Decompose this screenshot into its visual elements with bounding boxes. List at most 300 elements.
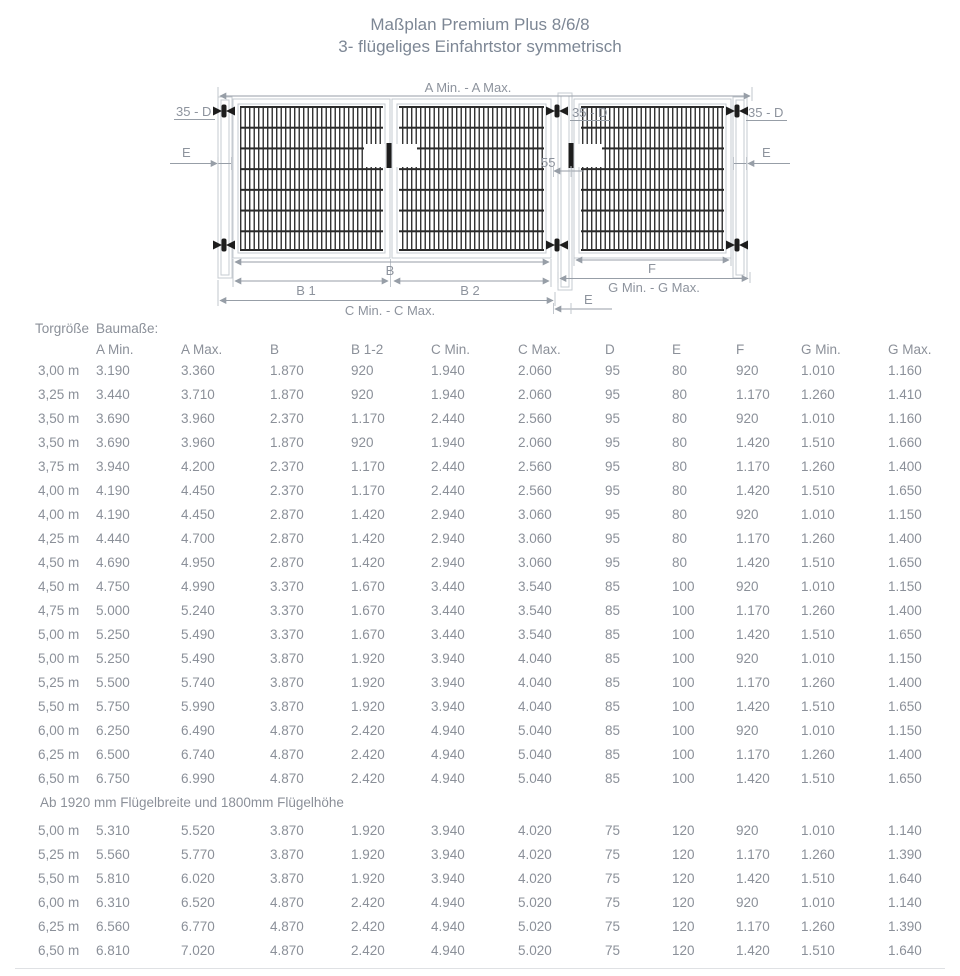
dimension-value-cell: 6.990 [181, 771, 215, 786]
col-header-g-min: G Min. [801, 342, 841, 357]
hinge-marker-right-top [726, 105, 748, 118]
table-row [35, 819, 960, 843]
dimension-value-cell: 1.420 [736, 627, 770, 642]
dimension-value-cell: 920 [351, 387, 374, 402]
table-row [35, 623, 960, 647]
hinge-marker-middle-top [546, 105, 568, 118]
dimension-value-cell: 1.510 [801, 435, 835, 450]
dimension-value-cell: 3.370 [270, 603, 304, 618]
dimension-value-cell: 4.870 [270, 919, 304, 934]
dimension-value-cell: 95 [605, 435, 621, 450]
col-header-c-max: C Max. [518, 342, 561, 357]
dimension-value-cell: 100 [672, 579, 695, 594]
dimension-value-cell: 5.770 [181, 847, 215, 862]
gate-size-cell: 6,00 m [38, 895, 80, 910]
dimension-value-cell: 1.160 [888, 411, 922, 426]
dimension-value-cell: 95 [605, 387, 621, 402]
gate-leaf-middle [392, 99, 551, 258]
gate-size-cell: 6,25 m [38, 919, 80, 934]
dimension-value-cell: 3.540 [518, 603, 552, 618]
col-header-c-min: C Min. [431, 342, 471, 357]
dimension-e-right [733, 145, 790, 170]
dimension-value-cell: 2.420 [351, 895, 385, 910]
dimension-value-cell: 4.940 [431, 919, 465, 934]
col-header-a-min: A Min. [96, 342, 134, 357]
table-row [35, 647, 960, 671]
gate-size-cell: 3,75 m [38, 459, 80, 474]
dimension-value-cell: 100 [672, 723, 695, 738]
dimension-value-cell: 1.870 [270, 387, 304, 402]
dimension-value-cell: 2.420 [351, 943, 385, 958]
dimension-value-cell: 85 [605, 675, 621, 690]
dimension-value-cell: 1.010 [801, 823, 835, 838]
dimension-value-cell: 1.010 [801, 895, 835, 910]
lock-bar-center [387, 143, 392, 168]
dimension-value-cell: 3.440 [431, 627, 465, 642]
dimension-value-cell: 5.310 [96, 823, 130, 838]
dimension-value-cell: 1.640 [888, 943, 922, 958]
middle-post [558, 93, 572, 290]
b-dimension-label: B [385, 263, 395, 278]
dimension-value-cell: 3.940 [431, 871, 465, 886]
dimension-value-cell: 3.440 [96, 387, 130, 402]
dimension-value-cell: 1.510 [801, 627, 835, 642]
lock-gap-left [364, 144, 385, 167]
dimension-value-cell: 75 [605, 847, 621, 862]
dimension-value-cell: 1.170 [736, 531, 770, 546]
gate-size-cell: 4,50 m [38, 579, 80, 594]
dimension-value-cell: 1.410 [888, 387, 922, 402]
col-header-f: F [736, 342, 745, 357]
dimension-value-cell: 5.020 [518, 943, 552, 958]
dimension-value-cell: 1.920 [351, 651, 385, 666]
dimension-value-cell: 1.510 [801, 771, 835, 786]
hinge-offset-left-label: 35 - D [176, 104, 212, 119]
dimension-value-cell: 4.870 [270, 895, 304, 910]
dimension-value-cell: 3.540 [518, 579, 552, 594]
table-section-2 [35, 819, 960, 963]
dimension-value-cell: 3.870 [270, 823, 304, 838]
dimension-value-cell: 3.960 [181, 411, 215, 426]
dimension-value-cell: 5.520 [181, 823, 215, 838]
dimension-value-cell: 1.920 [351, 675, 385, 690]
dimension-value-cell: 1.420 [351, 507, 385, 522]
dimension-value-cell: 6.810 [96, 943, 130, 958]
dimension-value-cell: 2.560 [518, 459, 552, 474]
dimension-value-cell: 1.420 [736, 871, 770, 886]
dimension-35d-left [174, 104, 215, 120]
table-section-1 [35, 359, 960, 791]
dimension-value-cell: 120 [672, 847, 695, 862]
dimension-value-cell: 4.450 [181, 507, 215, 522]
dimension-value-cell: 1.150 [888, 651, 922, 666]
dimension-value-cell: 5.250 [96, 651, 130, 666]
table-row [35, 575, 960, 599]
dimension-value-cell: 2.370 [270, 411, 304, 426]
dimension-value-cell: 3.540 [518, 627, 552, 642]
b2-dimension-label: B 2 [460, 283, 480, 298]
dimension-value-cell: 2.440 [431, 483, 465, 498]
dimension-value-cell: 85 [605, 723, 621, 738]
table-row [35, 915, 960, 939]
dimension-value-cell: 4.870 [270, 723, 304, 738]
dimension-value-cell: 95 [605, 459, 621, 474]
gate-leaf-left [233, 99, 390, 258]
dimension-value-cell: 4.020 [518, 871, 552, 886]
dimension-value-cell: 2.370 [270, 483, 304, 498]
dimension-value-cell: 5.990 [181, 699, 215, 714]
dimension-value-cell: 6.490 [181, 723, 215, 738]
dimension-value-cell: 3.940 [431, 699, 465, 714]
gate-size-cell: 3,50 m [38, 411, 80, 426]
dimension-value-cell: 80 [672, 411, 688, 426]
dimension-value-cell: 3.060 [518, 531, 552, 546]
hinge-marker-middle-bottom [546, 239, 568, 252]
table-row [35, 359, 960, 383]
dimension-value-cell: 4.750 [96, 579, 130, 594]
dimension-value-cell: 4.020 [518, 823, 552, 838]
gate-leaf-right [574, 99, 731, 258]
gate-size-cell: 5,50 m [38, 871, 80, 886]
table-row [35, 479, 960, 503]
dimension-value-cell: 80 [672, 363, 688, 378]
dimension-value-cell: 1.510 [801, 555, 835, 570]
dimension-b2 [394, 281, 549, 298]
dimension-value-cell: 3.690 [96, 435, 130, 450]
dimension-value-cell: 3.940 [431, 847, 465, 862]
dimension-value-cell: 100 [672, 651, 695, 666]
dimension-value-cell: 4.700 [181, 531, 215, 546]
dimension-value-cell: 4.940 [431, 895, 465, 910]
section-2-note: Ab 1920 mm Flügelbreite und 1800mm Flügelhöhe [40, 795, 344, 810]
dimension-value-cell: 5.040 [518, 771, 552, 786]
dimension-35d-middle [570, 105, 611, 121]
page-subtitle: 3- flügeliges Einfahrtstor symmetrisch [338, 37, 622, 56]
table-row [35, 383, 960, 407]
dimension-value-cell: 3.370 [270, 579, 304, 594]
dimension-value-cell: 3.710 [181, 387, 215, 402]
dimension-value-cell: 2.370 [270, 459, 304, 474]
dimension-value-cell: 2.420 [351, 723, 385, 738]
dimension-value-cell: 3.370 [270, 627, 304, 642]
table-row [35, 843, 960, 867]
dimension-value-cell: 6.560 [96, 919, 130, 934]
dimension-value-cell: 95 [605, 363, 621, 378]
dimension-value-cell: 6.770 [181, 919, 215, 934]
dimension-value-cell: 1.940 [431, 363, 465, 378]
gate-size-cell: 5,50 m [38, 699, 80, 714]
dimension-value-cell: 1.670 [351, 603, 385, 618]
dimension-value-cell: 80 [672, 483, 688, 498]
dimension-value-cell: 1.400 [888, 459, 922, 474]
table-row [35, 743, 960, 767]
table-row [35, 719, 960, 743]
dimension-value-cell: 120 [672, 943, 695, 958]
dimension-value-cell: 2.440 [431, 459, 465, 474]
dimension-value-cell: 95 [605, 531, 621, 546]
dimension-value-cell: 4.040 [518, 699, 552, 714]
dimension-35d-right [746, 105, 787, 121]
dimension-value-cell: 1.010 [801, 651, 835, 666]
table-row [35, 407, 960, 431]
gate-size-cell: 6,00 m [38, 723, 80, 738]
dimension-value-cell: 1.170 [736, 747, 770, 762]
g-dimension-label: G Min. - G Max. [608, 280, 700, 295]
dimension-value-cell: 4.870 [270, 771, 304, 786]
c-dimension-label: C Min. - C Max. [344, 303, 436, 318]
table-row [35, 671, 960, 695]
table-row [35, 891, 960, 915]
lock-gap-middle [393, 144, 417, 167]
dimension-value-cell: 1.420 [351, 531, 385, 546]
dimension-value-cell: 1.420 [736, 435, 770, 450]
dimension-value-cell: 1.170 [351, 411, 385, 426]
dimension-value-cell: 2.420 [351, 919, 385, 934]
table-row [35, 599, 960, 623]
dimension-value-cell: 4.870 [270, 943, 304, 958]
dimension-value-cell: 80 [672, 507, 688, 522]
page-title: Maßplan Premium Plus 8/6/8 [370, 15, 590, 34]
dimension-value-cell: 1.510 [801, 699, 835, 714]
dimension-value-cell: 1.650 [888, 483, 922, 498]
dimension-value-cell: 1.150 [888, 579, 922, 594]
middle-gap-label: 55 [541, 155, 556, 170]
b1-dimension-label: B 1 [296, 283, 316, 298]
gate-size-cell: 4,25 m [38, 531, 80, 546]
col-header-b: B [270, 342, 280, 357]
dimension-value-cell: 95 [605, 555, 621, 570]
dimension-value-cell: 2.940 [431, 531, 465, 546]
dimension-value-cell: 1.390 [888, 919, 922, 934]
dimension-value-cell: 5.740 [181, 675, 215, 690]
hinge-marker-right-bottom [726, 239, 748, 252]
dimension-value-cell: 1.510 [801, 943, 835, 958]
gate-size-cell: 6,50 m [38, 771, 80, 786]
dimension-value-cell: 4.940 [431, 747, 465, 762]
dimension-value-cell: 120 [672, 919, 695, 934]
dimension-value-cell: 1.150 [888, 507, 922, 522]
dimension-value-cell: 1.940 [431, 435, 465, 450]
dimension-value-cell: 6.500 [96, 747, 130, 762]
dimension-b [233, 259, 551, 287]
dimension-value-cell: 75 [605, 919, 621, 934]
dimension-value-cell: 1.170 [736, 675, 770, 690]
dimension-value-cell: 1.260 [801, 459, 835, 474]
col-header-g-max: G Max. [888, 342, 932, 357]
dimension-value-cell: 920 [736, 651, 759, 666]
dimension-value-cell: 95 [605, 411, 621, 426]
lock-bar-right-leaf [569, 143, 574, 168]
dimension-value-cell: 1.170 [736, 459, 770, 474]
table-row [35, 867, 960, 891]
dimension-value-cell: 1.400 [888, 603, 922, 618]
gate-size-cell: 6,25 m [38, 747, 80, 762]
dimension-value-cell: 1.420 [736, 943, 770, 958]
dimension-value-cell: 1.170 [351, 483, 385, 498]
dimension-value-cell: 920 [736, 723, 759, 738]
dimension-value-cell: 75 [605, 871, 621, 886]
dimension-value-cell: 80 [672, 435, 688, 450]
dimension-value-cell: 3.940 [431, 675, 465, 690]
dimension-value-cell: 1.420 [736, 771, 770, 786]
dimension-value-cell: 2.420 [351, 747, 385, 762]
table-group-header-row [35, 321, 960, 337]
dimension-value-cell: 920 [351, 363, 374, 378]
dimension-value-cell: 3.940 [431, 651, 465, 666]
dimension-value-cell: 1.170 [736, 847, 770, 862]
dimension-value-cell: 85 [605, 699, 621, 714]
post-width-bottom-label: E [584, 292, 593, 307]
dimension-value-cell: 1.510 [801, 483, 835, 498]
dimension-value-cell: 100 [672, 675, 695, 690]
dimension-value-cell: 1.920 [351, 871, 385, 886]
table-row [35, 527, 960, 551]
dimension-value-cell: 920 [736, 411, 759, 426]
dimension-value-cell: 1.010 [801, 507, 835, 522]
dimension-value-cell: 5.240 [181, 603, 215, 618]
table-row [35, 431, 960, 455]
dimension-value-cell: 3.940 [431, 823, 465, 838]
col-header-a-max: A Max. [181, 342, 223, 357]
dimension-value-cell: 1.170 [736, 919, 770, 934]
table-row [35, 939, 960, 963]
dimension-value-cell: 5.490 [181, 627, 215, 642]
dimension-value-cell: 85 [605, 771, 621, 786]
dimension-value-cell: 1.390 [888, 847, 922, 862]
dimension-value-cell: 1.650 [888, 699, 922, 714]
dimension-value-cell: 1.010 [801, 723, 835, 738]
dimension-value-cell: 120 [672, 823, 695, 838]
dimension-value-cell: 7.020 [181, 943, 215, 958]
dimension-value-cell: 2.870 [270, 531, 304, 546]
dimension-value-cell: 1.670 [351, 627, 385, 642]
dimension-value-cell: 4.690 [96, 555, 130, 570]
dimension-value-cell: 1.260 [801, 919, 835, 934]
dimension-e-bottom [554, 292, 613, 314]
dimension-value-cell: 4.940 [431, 723, 465, 738]
dimension-value-cell: 1.010 [801, 411, 835, 426]
dimension-value-cell: 95 [605, 483, 621, 498]
dimension-value-cell: 1.920 [351, 699, 385, 714]
dimension-value-cell: 1.260 [801, 603, 835, 618]
dimension-value-cell: 1.510 [801, 871, 835, 886]
dimension-value-cell: 80 [672, 531, 688, 546]
dimension-value-cell: 4.040 [518, 675, 552, 690]
dimension-value-cell: 1.920 [351, 847, 385, 862]
dimension-c [218, 280, 555, 318]
dimension-value-cell: 1.260 [801, 387, 835, 402]
dimension-value-cell: 2.060 [518, 363, 552, 378]
dimension-value-cell: 1.650 [888, 771, 922, 786]
dimension-value-cell: 5.490 [181, 651, 215, 666]
table-row [35, 695, 960, 719]
dimension-value-cell: 5.040 [518, 723, 552, 738]
dimension-value-cell: 85 [605, 651, 621, 666]
gate-size-cell: 3,50 m [38, 435, 80, 450]
dimension-value-cell: 1.420 [736, 555, 770, 570]
col-header-e: E [672, 342, 682, 357]
dimension-value-cell: 4.200 [181, 459, 215, 474]
dimension-value-cell: 4.940 [431, 771, 465, 786]
empty-header-cell [35, 342, 96, 358]
dimension-value-cell: 4.190 [96, 507, 130, 522]
dimension-value-cell: 1.010 [801, 579, 835, 594]
dimension-value-cell: 5.810 [96, 871, 130, 886]
gate-size-cell: 3,25 m [38, 387, 80, 402]
dimension-value-cell: 80 [672, 387, 688, 402]
dimension-value-cell: 1.640 [888, 871, 922, 886]
dimension-value-cell: 4.190 [96, 483, 130, 498]
dimension-value-cell: 1.260 [801, 847, 835, 862]
dimension-value-cell: 1.420 [736, 699, 770, 714]
bottom-divider [15, 968, 945, 969]
dimension-value-cell: 3.940 [96, 459, 130, 474]
dimension-value-cell: 2.940 [431, 507, 465, 522]
dimension-value-cell: 2.870 [270, 555, 304, 570]
dimension-value-cell: 4.040 [518, 651, 552, 666]
dimension-value-cell: 1.870 [270, 363, 304, 378]
dimension-value-cell: 75 [605, 895, 621, 910]
dimension-value-cell: 85 [605, 603, 621, 618]
dimension-e-left [170, 145, 232, 170]
dimension-value-cell: 2.060 [518, 387, 552, 402]
dimension-value-cell: 920 [351, 435, 374, 450]
post-width-left-label: E [182, 145, 191, 160]
dimension-value-cell: 4.450 [181, 483, 215, 498]
dimension-value-cell: 6.020 [181, 871, 215, 886]
gate-size-cell: 5,00 m [38, 651, 80, 666]
dimension-value-cell: 1.400 [888, 675, 922, 690]
gate-size-cell: 4,75 m [38, 603, 80, 618]
dimension-value-cell: 75 [605, 823, 621, 838]
lock-gap-right [576, 144, 602, 167]
dimension-value-cell: 85 [605, 627, 621, 642]
dimension-value-cell: 100 [672, 699, 695, 714]
dimension-value-cell: 2.560 [518, 483, 552, 498]
dimension-value-cell: 1.170 [351, 459, 385, 474]
dimension-value-cell: 6.740 [181, 747, 215, 762]
hinge-offset-right-label: 35 - D [748, 105, 784, 120]
gate-diagram [0, 0, 960, 330]
dimension-value-cell: 120 [672, 871, 695, 886]
dimension-value-cell: 80 [672, 459, 688, 474]
table-row [35, 551, 960, 575]
table-row [35, 767, 960, 791]
gate-size-cell: 5,25 m [38, 675, 80, 690]
dimension-value-cell: 4.440 [96, 531, 130, 546]
table-column-header-row [35, 342, 960, 358]
dimension-value-cell: 4.940 [431, 943, 465, 958]
dimension-value-cell: 1.400 [888, 531, 922, 546]
dimension-value-cell: 2.870 [270, 507, 304, 522]
dimension-value-cell: 85 [605, 579, 621, 594]
dimension-value-cell: 2.940 [431, 555, 465, 570]
dimension-value-cell: 6.310 [96, 895, 130, 910]
dimension-value-cell: 1.260 [801, 747, 835, 762]
dimension-value-cell: 1.140 [888, 823, 922, 838]
a-dimension-label: A Min. - A Max. [424, 80, 512, 95]
gate-size-cell: 5,00 m [38, 823, 80, 838]
dimension-value-cell: 920 [736, 507, 759, 522]
dimension-value-cell: 5.250 [96, 627, 130, 642]
dimension-value-cell: 5.750 [96, 699, 130, 714]
dimension-value-cell: 1.650 [888, 627, 922, 642]
dimension-value-cell: 5.040 [518, 747, 552, 762]
gate-size-cell: 3,00 m [38, 363, 80, 378]
dimension-value-cell: 95 [605, 507, 621, 522]
dimension-value-cell: 5.000 [96, 603, 130, 618]
dimension-value-cell: 2.560 [518, 411, 552, 426]
